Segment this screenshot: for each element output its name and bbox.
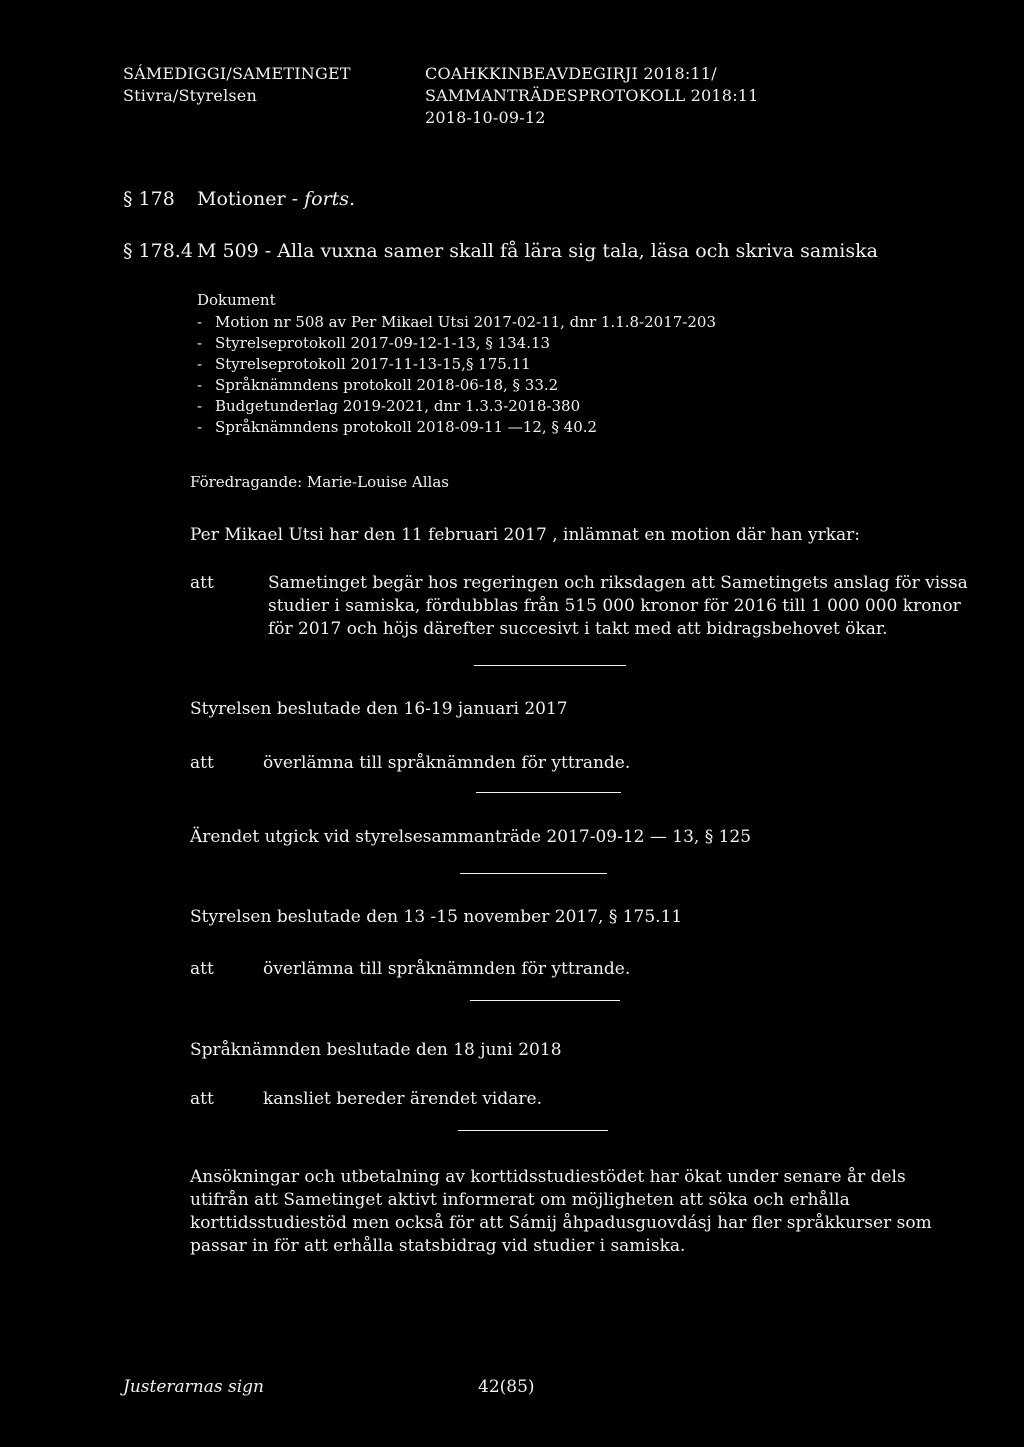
decision-statement: Styrelsen beslutade den 13 -15 november 2017, § 175.11 <box>190 907 683 927</box>
att-label: att <box>190 959 214 979</box>
section-title-main: Motioner - <box>197 188 305 210</box>
closing-paragraph: Ansökningar och utbetalning av korttidsstudiestödet har ökat under senare år dels utifrån att Sametinget aktivt informerat om möjligheten att söka och erhålla korttidsstudiestöd men också för att Sámij åhpadusguovdásj har fler språkkurser som passar in för att erhålla statsbidrag vid studier i samiska. <box>190 1167 932 1256</box>
document-item: - Styrelseprotokoll 2017-11-13-15,§ 175.11 <box>197 355 531 373</box>
document-item: - Budgetunderlag 2019-2021, dnr 1.3.3-2018-380 <box>197 397 581 415</box>
presenter-line: Föredragande: Marie-Louise Allas <box>190 473 449 491</box>
documents-heading: Dokument <box>197 291 276 309</box>
signature-label: Justerarnas sign <box>123 1377 264 1397</box>
subsection-title: M 509 - Alla vuxna samer skall få lära sig tala, läsa och skriva samiska <box>197 240 878 262</box>
separator-line <box>458 1130 608 1131</box>
section-title-italic: forts. <box>304 188 356 210</box>
decision-statement: Ärendet utgick vid styrelsesammanträde 2017-09-12 — 13, § 125 <box>190 827 752 847</box>
decision-action: överlämna till språknämnden för yttrande. <box>263 959 631 979</box>
separator-line <box>470 1000 620 1001</box>
separator-line <box>474 665 626 666</box>
motion-intro: Per Mikael Utsi har den 11 februari 2017 , inlämnat en motion där han yrkar: <box>190 525 861 545</box>
protocol-title-sami: COAHKKINBEAVDEGIRJI 2018:11/ <box>425 64 717 83</box>
document-item: - Språknämndens protokoll 2018-09-11 —12, § 40.2 <box>197 418 598 436</box>
motion-claim-text: Sametinget begär hos regeringen och riksdagen att Sametingets anslag för vissa studier i samiska, fördubblas från 515 000 kronor för 2016 till 1 000 000 kronor för 2017 och höjs därefter succesivt i takt med att bidragsbehovet ökar. <box>268 573 968 639</box>
document-item: - Motion nr 508 av Per Mikael Utsi 2017-02-11, dnr 1.1.8-2017-203 <box>197 313 716 331</box>
decision-statement: Styrelsen beslutade den 16-19 januari 2017 <box>190 699 568 719</box>
att-label: att <box>190 1089 214 1109</box>
separator-line <box>460 873 607 874</box>
org-name: SÁMEDIGGI/SAMETINGET <box>123 64 351 83</box>
document-item: - Styrelseprotokoll 2017-09-12-1-13, § 134.13 <box>197 334 551 352</box>
att-label: att <box>190 573 214 593</box>
protocol-date: 2018-10-09-12 <box>425 108 546 127</box>
org-unit: Stivra/Styrelsen <box>123 86 257 105</box>
page-number: 42(85) <box>478 1377 535 1397</box>
att-label: att <box>190 753 214 773</box>
document-item: - Språknämndens protokoll 2018-06-18, § 33.2 <box>197 376 559 394</box>
section-title <box>197 188 355 210</box>
decision-statement: Språknämnden beslutade den 18 juni 2018 <box>190 1040 562 1060</box>
protocol-title-swedish: SAMMANTRÄDESPROTOKOLL 2018:11 <box>425 86 759 105</box>
decision-action: överlämna till språknämnden för yttrande. <box>263 753 631 773</box>
section-number: § 178 <box>123 188 175 210</box>
subsection-number: § 178.4 <box>123 240 193 262</box>
decision-action: kansliet bereder ärendet vidare. <box>263 1089 542 1109</box>
separator-line <box>476 792 621 793</box>
